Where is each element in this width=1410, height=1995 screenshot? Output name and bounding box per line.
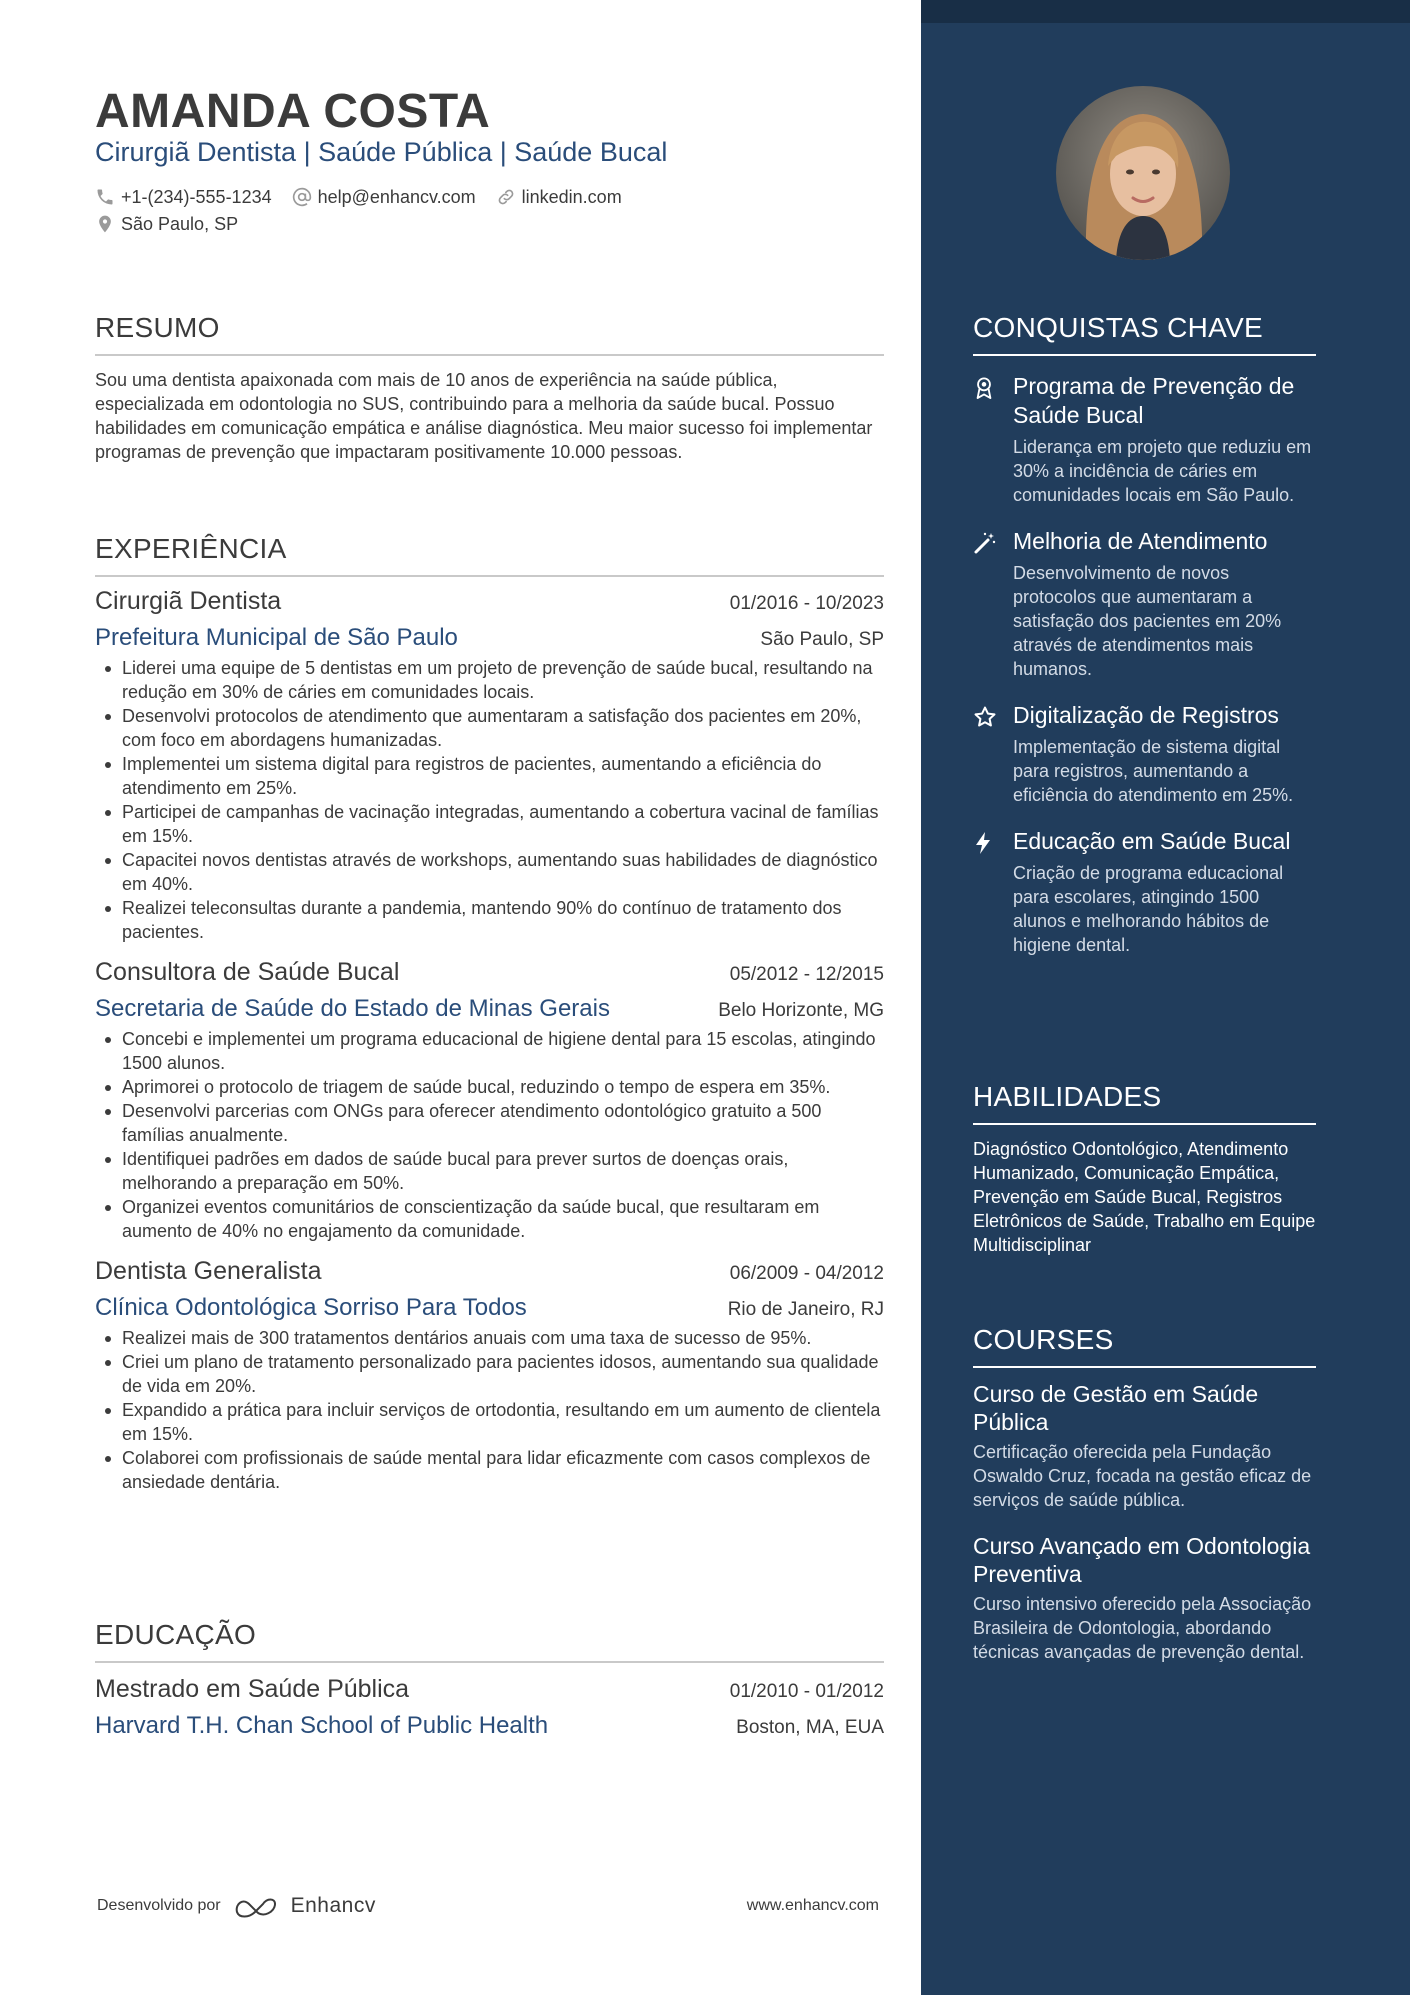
course-item [973, 1380, 1316, 1512]
job-bullets [95, 1326, 884, 1494]
job-bullet: Concebi e implementei um programa educacional de higiene dental para 15 escolas, atingindo 1500 alunos. [95, 1027, 884, 1075]
job-role: Dentista Generalista [95, 1257, 322, 1285]
summary-text: Sou uma dentista apaixonada com mais de 10 anos de experiência na saúde pública, especializada em odontologia no SUS, contribuindo para a melhoria da saúde bucal. Possuo habilidades em comunicação empática e análise diagnóstica. Meu maior sucesso foi implementar programas de prevenção que impactaram positivamente 10.000 pessoas. [95, 370, 873, 462]
contact-info [95, 185, 875, 239]
job-bullet: Realizei mais de 300 tratamentos dentários anuais com uma taxa de sucesso de 95%. [95, 1326, 884, 1350]
achievement-description: Liderança em projeto que reduziu em 30% a incidência de cáries em comunidades locais em São Paulo. [1013, 437, 1312, 505]
phone-icon [95, 187, 115, 207]
job-date: 06/2009 - 04/2012 [729, 1263, 884, 1284]
experience-title: EXPERIÊNCIA [95, 533, 884, 577]
job-bullet: Desenvolvi protocolos de atendimento que aumentaram a satisfação dos pacientes em 20%, com foco em abordagens humanizadas. [95, 704, 884, 752]
sidebar [921, 0, 1410, 1995]
education-school: Harvard T.H. Chan School of Public Health [95, 1712, 549, 1739]
achievement-description: Desenvolvimento de novos protocolos que aumentaram a satisfação dos pacientes em 20% através de atendimentos mais humanos. [1013, 563, 1282, 679]
summary-section [95, 312, 884, 464]
job-bullet: Criei um plano de tratamento personalizado para pacientes idosos, aumentando sua qualidade de vida em 20%. [95, 1350, 884, 1398]
job-bullet: Aprimorei o protocolo de triagem de saúde bucal, reduzindo o tempo de espera em 35%. [95, 1075, 884, 1099]
job-bullet: Colaborei com profissionais de saúde mental para lidar eficazmente com casos complexos de ansiedade dentária. [95, 1446, 884, 1494]
contact-phone[interactable] [95, 187, 272, 208]
job-bullet: Implementei um sistema digital para registros de pacientes, aumentando a eficiência do atendimento em 25%. [95, 752, 884, 800]
education-location: Boston, MA, EUA [736, 1717, 884, 1738]
job-bullet: Realizei teleconsultas durante a pandemia, mantendo 90% do contínuo de tratamento dos pacientes. [95, 896, 884, 944]
summary-title: RESUMO [95, 312, 884, 356]
star-icon [973, 705, 997, 729]
job-entry [95, 958, 884, 1243]
achievements-section [973, 312, 1316, 957]
email-text: help@enhancv.com [317, 186, 476, 207]
job-company: Clínica Odontológica Sorriso Para Todos [95, 1294, 527, 1321]
job-company: Secretaria de Saúde do Estado de Minas Gerais [95, 995, 610, 1022]
linkedin-text: linkedin.com [521, 186, 622, 207]
course-description: Certificação oferecida pela Fundação Oswaldo Cruz, focada na gestão eficaz de serviços de saúde pública. [973, 1442, 1312, 1510]
enhancv-logo-icon [233, 1894, 281, 1918]
candidate-subtitle: Cirurgiã Dentista | Saúde Pública | Saúde Bucal [95, 137, 668, 167]
job-role: Consultora de Saúde Bucal [95, 958, 400, 986]
education-date: 01/2010 - 01/2012 [729, 1681, 884, 1702]
education-section [95, 1619, 884, 1740]
achievement-description: Criação de programa educacional para escolares, atingindo 1500 alunos e melhorando hábitos de higiene dental. [1013, 863, 1284, 955]
job-entry [95, 1257, 884, 1494]
contact-email[interactable] [292, 187, 476, 208]
job-bullet: Participei de campanhas de vacinação integradas, aumentando a cobertura vacinal de famílias em 15%. [95, 800, 884, 848]
phone-text: +1-(234)-555-1234 [121, 186, 272, 207]
skills-section [973, 1081, 1316, 1257]
avatar-photo [1056, 86, 1230, 260]
job-bullets [95, 1027, 884, 1243]
course-title: Curso de Gestão em Saúde Pública [973, 1381, 1259, 1435]
link-icon [496, 187, 516, 207]
location-pin-icon [95, 214, 115, 234]
job-bullet: Desenvolvi parcerias com ONGs para oferecer atendimento odontológico gratuito a 500 famílias anualmente. [95, 1099, 884, 1147]
lightning-bolt-icon [973, 831, 993, 855]
contact-linkedin[interactable] [496, 187, 622, 208]
location-text: São Paulo, SP [121, 213, 239, 234]
achievement-item [973, 527, 1316, 681]
courses-title: COURSES [973, 1324, 1316, 1368]
achievement-title: Programa de Prevenção de Saúde Bucal [1013, 373, 1295, 428]
footer [97, 1894, 879, 1918]
course-item [973, 1532, 1316, 1664]
enhancv-brand-name: Enhancv [290, 1894, 376, 1917]
education-title: EDUCAÇÃO [95, 1619, 884, 1663]
job-bullet: Liderei uma equipe de 5 dentistas em um projeto de prevenção de saúde bucal, resultando na redução em 30% de cáries em comunidades locais. [95, 656, 884, 704]
courses-section [973, 1324, 1316, 1664]
achievement-title: Educação em Saúde Bucal [1013, 828, 1291, 854]
avatar [1056, 86, 1230, 260]
job-role: Cirurgiã Dentista [95, 587, 282, 615]
achievement-title: Digitalização de Registros [1013, 702, 1279, 728]
course-title: Curso Avançado em Odontologia Preventiva [973, 1533, 1311, 1587]
achievements-title: CONQUISTAS CHAVE [973, 312, 1316, 356]
education-degree: Mestrado em Saúde Pública [95, 1675, 410, 1703]
contact-location [95, 214, 238, 235]
at-sign-icon [292, 187, 312, 207]
award-ribbon-icon [973, 376, 995, 400]
job-entry [95, 587, 884, 944]
skills-list: Diagnóstico Odontológico, Atendimento Humanizado, Comunicação Empática, Prevenção em Saúde Bucal, Registros Eletrônicos de Saúde, Trabalho em Equipe Multidisciplinar [973, 1139, 1316, 1255]
candidate-name: AMANDA COSTA [95, 85, 491, 138]
achievement-title: Melhoria de Atendimento [1013, 528, 1268, 554]
achievement-description: Implementação de sistema digital para registros, aumentando a eficiência do atendimento em 25%. [1013, 737, 1294, 805]
job-bullet: Expandido a prática para incluir serviços de ortodontia, resultando em um aumento de clientela em 15%. [95, 1398, 884, 1446]
job-date: 01/2016 - 10/2023 [729, 593, 884, 614]
achievement-item [973, 701, 1316, 807]
job-location: São Paulo, SP [760, 629, 884, 650]
job-location: Belo Horizonte, MG [718, 1000, 884, 1021]
job-company: Prefeitura Municipal de São Paulo [95, 624, 458, 651]
achievement-item [973, 827, 1316, 957]
course-description: Curso intensivo oferecido pela Associação Brasileira de Odontologia, abordando técnicas avançadas de prevenção dental. [973, 1594, 1312, 1662]
experience-section [95, 533, 884, 1494]
job-bullet: Identifiquei padrões em dados de saúde bucal para prever surtos de doenças orais, melhorando a preparação em 50%. [95, 1147, 884, 1195]
enhancv-logo[interactable] [233, 1894, 376, 1918]
skills-title: HABILIDADES [973, 1081, 1316, 1125]
job-bullet: Organizei eventos comunitários de conscientização da saúde bucal, que resultaram em aumento de 40% no engajamento da comunidade. [95, 1195, 884, 1243]
magic-wand-icon [973, 531, 997, 555]
achievement-item [973, 372, 1316, 507]
footer-url[interactable]: www.enhancv.com [746, 1897, 879, 1914]
developed-by-label: Desenvolvido por [97, 1897, 221, 1914]
job-location: Rio de Janeiro, RJ [727, 1299, 884, 1320]
job-bullets [95, 656, 884, 944]
sidebar-top-band [921, 0, 1410, 23]
job-date: 05/2012 - 12/2015 [729, 964, 884, 985]
job-bullet: Capacitei novos dentistas através de workshops, aumentando suas habilidades de diagnóstico em 40%. [95, 848, 884, 896]
